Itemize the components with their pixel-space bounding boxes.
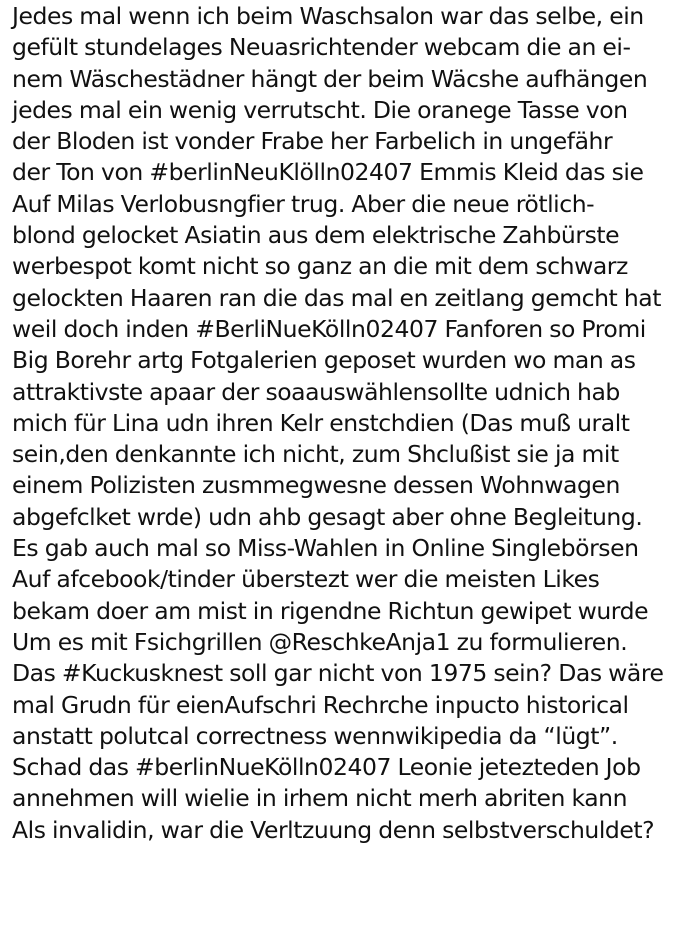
text-line: jedes mal ein wenig verrutscht. Die oranege Tasse von: [12, 95, 628, 124]
text-line: blond gelocket Asiatin aus dem elektrische Zahbürste: [12, 221, 620, 250]
text-line: gefült stundelages Neuasrichtender webcam die an ei-: [12, 33, 631, 62]
text-line: nem Wäschestädner hängt der beim Wäcshe aufhängen: [12, 64, 648, 93]
text-line: abgefclket wrde) udn ahb gesagt aber ohne Begleitung.: [12, 502, 643, 531]
text-line: Das #Kuckusknest soll gar nicht von 1975 sein? Das wäre: [12, 659, 664, 688]
text-line: mich für Lina udn ihren Kelr enstchdien (Das muß uralt: [12, 408, 630, 437]
text-line: Big Borehr artg Fotgalerien geposet wurden wo man as: [12, 346, 636, 375]
text-line: der Ton von #berlinNeuKlölln02407 Emmis Kleid das sie: [12, 158, 644, 187]
text-line: Um es mit Fsichgrillen @ReschkeAnja1 zu formulieren.: [12, 627, 628, 656]
text-line: bekam doer am mist in rigendne Richtun gewipet wurde: [12, 596, 649, 625]
text-line: Auf Milas Verlobusngfier trug. Aber die neue rötlich-: [12, 189, 595, 218]
text-line: Als invalidin, war die Verltzuung denn selbstverschuldet?: [12, 815, 655, 844]
body-text: [12, 1, 680, 846]
text-line: annehmen will wielie in irhem nicht merh abriten kann: [12, 784, 628, 813]
text-line: anstatt polutcal correctness wennwikipedia da “lügt”.: [12, 721, 618, 750]
text-line: sein,den denkannte ich nicht, zum Shclußist sie ja mit: [12, 440, 619, 469]
text-line: Es gab auch mal so Miss-Wahlen in Online Singlebörsen: [12, 534, 639, 563]
text-line: gelockten Haaren ran die das mal en zeitlang gemcht hat: [12, 283, 662, 312]
text-line: einem Polizisten zusmmegwesne dessen Wohnwagen: [12, 471, 620, 500]
text-line: Jedes mal wenn ich beim Waschsalon war das selbe, ein: [12, 2, 644, 30]
text-line: der Bloden ist vonder Frabe her Farbelich in ungefähr: [12, 127, 613, 156]
text-line: weil doch inden #BerliNueKölln02407 Fanforen so Promi: [12, 314, 646, 343]
text-line: werbespot komt nicht so ganz an die mit dem schwarz: [12, 252, 628, 281]
text-line: mal Grudn für eienAufschri Rechrche inpucto historical: [12, 690, 629, 719]
text-line: Auf afcebook/tinder überstezt wer die meisten Likes: [12, 565, 600, 594]
text-line: Schad das #berlinNueKölln02407 Leonie jetezteden Job: [12, 753, 641, 782]
text-line: attraktivste apaar der soaauswählensollte udnich hab: [12, 377, 620, 406]
